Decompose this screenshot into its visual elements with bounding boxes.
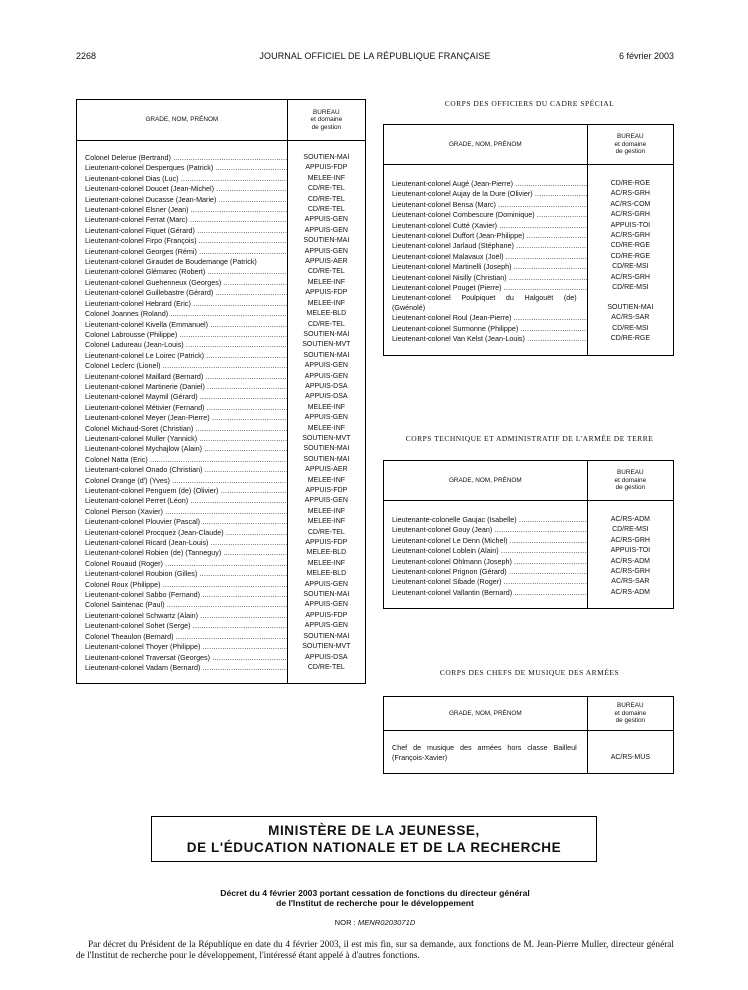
bureau-code: AC/RS-GRH (610, 273, 650, 281)
officer-name: Lieutenant-colonel Gouy (Jean) ..... (384, 525, 588, 535)
table-row (77, 236, 366, 246)
table-row (77, 247, 366, 257)
officer-name: Colonel Roux (Philippe) ..... (77, 580, 288, 590)
officer-name: Lieutenant-colonel Elsner (Jean) ..... (77, 205, 288, 215)
officer-name: Lieutenant-colonel Meyer (Jean-Pierre) ..... (77, 413, 288, 423)
bureau-code: APPUIS-FDP (305, 289, 348, 297)
bureau-code: CD/RE-MSI (612, 263, 649, 271)
officer-name: Lieutenant-colonel Thoyer (Philippe) ..... (77, 642, 288, 652)
bureau-code: AC/RS-GRH (610, 536, 650, 544)
bureau-code: CD/RE-TEL (307, 663, 345, 671)
officer-name: Colonel Labrousse (Philippe) ..... (77, 330, 288, 340)
bureau-code: CD/RE-TEL (307, 185, 345, 193)
bureau-code: APPUIS-GEN (304, 362, 348, 370)
officer-name: Lieutenant-colonel Muller (Yannick) ..... (77, 434, 288, 444)
officer-name: Colonel Pierson (Xavier) ..... (77, 507, 288, 517)
officer-name: Lieutenant-colonel Roul (Jean-Pierre) ..... (384, 313, 588, 323)
bureau-code: CD/RE-MSI (612, 324, 649, 332)
bureau-code: APPUIS-GEN (304, 414, 348, 422)
section-title-technical-corps: CORPS TECHNIQUE ET ADMINISTRATIF DE L'ARMÉE DE TERRE (405, 434, 654, 443)
column-header-bureau: BUREAU et domaine de gestion (587, 461, 673, 501)
table-row (77, 382, 366, 392)
table-row (77, 351, 366, 361)
bureau-code: AC/RS-GRH (610, 568, 650, 576)
table-row (77, 476, 366, 486)
officer-name: Lieutenant-colonel Martinelli (Joseph) ..... (384, 262, 588, 272)
table-row (77, 267, 366, 277)
bureau-code: SOUTIEN-MVT (302, 434, 351, 442)
bureau-code: MELEE-INF (307, 278, 346, 286)
table-row (384, 252, 674, 262)
officer-name: Lieutenant-colonel Desperques (Patrick) ..... (77, 163, 288, 173)
bureau-code: APPUIS-GEN (304, 580, 348, 588)
officer-name: Lieutenant-colonel Georges (Rémi) ..... (77, 247, 288, 257)
bureau-code: APPUIS-GEN (304, 226, 348, 234)
ministry-heading-box (151, 816, 597, 862)
table-row (77, 486, 366, 496)
officer-name: Lieutenant-colonel Fiquet (Gérard) ..... (77, 226, 288, 236)
officer-name: Lieutenante-colonelle Gaujac (Isabelle) ..... (384, 515, 588, 525)
ministry-line-2: DE L'ÉDUCATION NATIONALE ET DE LA RECHERCHE (186, 840, 562, 855)
officer-name: Lieutenant-colonel Surmonne (Philippe) ..... (384, 324, 588, 334)
bureau-code: CD/RE-MSI (612, 526, 649, 534)
table-row (384, 210, 674, 220)
officer-name: Lieutenant-colonel Doucet (Jean-Michel) ..... (77, 184, 288, 194)
officer-name: Lieutenant-colonel Kivella (Emmanuel) ..... (77, 320, 288, 330)
column-header-name: GRADE, NOM, PRÉNOM (384, 125, 588, 165)
officer-name: Lieutenant-colonel Prignon (Gérard) ..... (384, 567, 588, 577)
officer-name: Lieutenant-colonel Bensa (Marc) ..... (384, 200, 588, 210)
table-row (384, 324, 674, 334)
table-row (77, 559, 366, 569)
section-title-special-corps: CORPS DES OFFICIERS DU CADRE SPÉCIAL (444, 99, 615, 108)
bureau-code: AC/RS-GRH (610, 232, 650, 240)
officer-name: Lieutenant-colonel Roubion (Gilles) ..... (77, 569, 288, 579)
officer-name: Lieutenant-colonel Giraudet de Boudemange (Patrick) (77, 257, 288, 267)
officer-name: Chef de musique des armées hors classe Bailleul (François-Xavier) (384, 743, 588, 763)
table-row (384, 313, 674, 323)
table-row (77, 455, 366, 465)
bureau-code: MELEE-INF (307, 424, 346, 432)
officer-name: Lieutenant-colonel Le Denn (Michel) ..... (384, 536, 588, 546)
bureau-code: MELEE-INF (307, 518, 346, 526)
officer-name: Colonel Ladureau (Jean-Louis) ..... (77, 340, 288, 350)
officer-name: Lieutenant-colonel Ferrat (Marc) ..... (77, 215, 288, 225)
technical-corps-table (383, 460, 674, 609)
bureau-code: APPUIS-FDP (305, 487, 348, 494)
journal-title: JOURNAL OFFICIEL DE LA RÉPUBLIQUE FRANÇAISE (259, 51, 491, 61)
bureau-code: SOUTIEN-MAI (303, 351, 350, 359)
bureau-code: APPUIS-DSA (305, 393, 348, 401)
bureau-code: SOUTIEN-MAI (303, 154, 350, 161)
nor-label: NOR : (334, 918, 356, 927)
officer-name: Lieutenant-colonel Guillebastre (Gérard) ..... (77, 288, 288, 298)
bureau-code: SOUTIEN-MAI (303, 632, 350, 640)
officer-name: Lieutenant-colonel Jarlaud (Stéphane) ..... (384, 241, 588, 251)
left-officers-table (76, 99, 366, 684)
bureau-code: CD/RE-TEL (307, 195, 345, 203)
officer-name: Lieutenant-colonel Schwartz (Alain) ..... (77, 611, 288, 621)
officer-name: Colonel Leclerc (Lionel) ..... (77, 361, 288, 371)
table-row (77, 226, 366, 236)
table-row (77, 320, 366, 330)
column-header-name: GRADE, NOM, PRÉNOM (384, 461, 588, 501)
table-row (384, 743, 674, 763)
officer-name: Colonel Michaud-Soret (Christian) ..... (77, 424, 288, 434)
bureau-code: APPUIS-GEN (304, 622, 348, 630)
bureau-code: MELEE-INF (307, 507, 346, 515)
table-row (77, 372, 366, 382)
page-header (76, 51, 674, 63)
officer-name: Lieutenant-colonel Penguem (de) (Olivier) ..... (77, 486, 288, 496)
table-row (384, 273, 674, 283)
bureau-code: MELEE-INF (307, 403, 346, 411)
table-row (77, 184, 366, 194)
table-row (384, 241, 674, 251)
bureau-code: SOUTIEN-MAI (303, 591, 350, 599)
table-row (384, 231, 674, 241)
table-row (77, 444, 366, 454)
bureau-code: APPUIS-DSA (305, 382, 348, 390)
officer-name: Lieutenant-colonel Onado (Christian) ..... (77, 465, 288, 475)
bureau-code: AC/RS-COM (610, 200, 651, 208)
bureau-code: SOUTIEN-MAI (303, 455, 350, 463)
officer-name: Lieutenant-colonel Maymil (Gérard) ..... (77, 392, 288, 402)
table-row (77, 465, 366, 475)
bureau-code: SOUTIEN-MVT (302, 341, 351, 349)
officer-name: Colonel Orange (d') (Yves) ..... (77, 476, 288, 486)
bureau-code: CD/RE-RGE (610, 180, 650, 187)
bureau-code: CD/RE-MSI (612, 284, 649, 292)
officer-name: Colonel Delerue (Bertrand) ..... (77, 153, 288, 163)
officer-name: Lieutenant-colonel Ricard (Jean-Louis) ..... (77, 538, 288, 548)
officer-name: Colonel Natta (Eric) ..... (77, 455, 288, 465)
bureau-code: MELEE-INF (307, 174, 346, 182)
table-row (77, 163, 366, 173)
ministry-line-1: MINISTÈRE DE LA JEUNESSE, (268, 823, 480, 838)
bureau-code: AC/RS-MUS (610, 753, 650, 761)
officer-name: Lieutenant-colonel Ohlmann (Joseph) ..... (384, 557, 588, 567)
bureau-code: AC/RS-ADM (610, 588, 650, 596)
table-row (77, 507, 366, 517)
table-row (384, 262, 674, 272)
bureau-code: CD/RE-TEL (307, 206, 345, 214)
bureau-code: APPUIS-FDP (305, 611, 348, 619)
officer-name: Lieutenant-colonel Combescure (Dominique) ..... (384, 210, 588, 220)
bureau-code: SOUTIEN-MAI (303, 330, 350, 338)
bureau-code: APPUIS-GEN (304, 497, 348, 505)
bureau-code: SOUTIEN-MAI (303, 237, 350, 245)
table-row (77, 392, 366, 402)
bureau-code: CD/RE-TEL (307, 268, 345, 276)
officer-name: Lieutenant-colonel Plouvier (Pascal) ..... (77, 517, 288, 527)
bureau-code: APPUIS-FDP (305, 539, 348, 547)
bureau-code: CD/RE-RGE (610, 335, 650, 343)
decree-body: Par décret du Président de la République en date du 4 février 2003, il est mis fin, sur sa demande, aux fonctions de M. Jean-Pierre Muller, directeur général de l'Institut de recherche pour le développement, l'intéressé étant appelé à d'autres fonctions. (76, 940, 674, 961)
bureau-code: APPUIS-AER (305, 466, 348, 474)
bureau-code: AC/RS-GRH (610, 211, 650, 219)
officer-name: Lieutenant-colonel Vallantin (Bernard) ..... (384, 588, 588, 598)
officer-name: Lieutenant-colonel Sibade (Roger) ..... (384, 577, 588, 587)
table-row (77, 517, 366, 527)
column-header-name: GRADE, NOM, PRÉNOM (77, 100, 288, 141)
table-row (77, 548, 366, 558)
bureau-code: APPUIS-GEN (304, 601, 348, 609)
table-row (77, 205, 366, 215)
bureau-code: AC/RS-SAR (611, 578, 650, 586)
table-row (384, 546, 674, 556)
table-row (77, 309, 366, 319)
officer-name: Lieutenant-colonel Aujay de la Dure (Olivier) ..... (384, 189, 588, 199)
bureau-code: SOUTIEN-MAI (607, 304, 654, 312)
officer-name: Lieutenant-colonel Augé (Jean-Pierre) ..... (384, 179, 588, 189)
officer-name: Lieutenant-colonel Firpo (François) ..... (77, 236, 288, 246)
officer-name: Lieutenant-colonel Mychajlow (Alain) ..... (77, 444, 288, 454)
officer-name: Lieutenant-colonel Procquez (Jean-Claude) ..... (77, 528, 288, 538)
music-corps-table (383, 696, 674, 774)
table-row (384, 557, 674, 567)
table-row (384, 189, 674, 199)
officer-name: Lieutenant-colonel Maillard (Bernard) ..... (77, 372, 288, 382)
bureau-code: APPUIS-DSA (305, 653, 348, 661)
bureau-code: APPUIS-AER (305, 258, 348, 266)
bureau-code: AC/RS-SAR (611, 314, 650, 322)
officer-name: Colonel Theaulon (Bernard) ..... (77, 632, 288, 642)
table-row (384, 536, 674, 546)
bureau-code: APPUIS-TOI (610, 547, 651, 555)
table-row (384, 283, 674, 293)
officer-name: Lieutenant-colonel Guehenneux (Georges) ..... (77, 278, 288, 288)
bureau-code: AC/RS-ADM (610, 516, 650, 523)
table-row (384, 334, 674, 344)
table-row (77, 361, 366, 371)
table-row (77, 278, 366, 288)
officer-name: Lieutenant-colonel Sohet (Serge) ..... (77, 621, 288, 631)
officer-name: Colonel Rouaud (Roger) ..... (77, 559, 288, 569)
officer-name: Lieutenant-colonel Nisilly (Christian) ..... (384, 273, 588, 283)
bureau-code: AC/RS-ADM (610, 557, 650, 565)
nor-reference (120, 918, 630, 927)
bureau-code: APPUIS-GEN (304, 216, 348, 224)
table-row (384, 293, 674, 313)
table-row (384, 221, 674, 231)
table-row (77, 434, 366, 444)
table-row (77, 257, 366, 267)
table-row (77, 580, 366, 590)
column-header-name: GRADE, NOM, PRÉNOM (384, 697, 588, 731)
table-row (77, 215, 366, 225)
bureau-code: MELEE-INF (307, 559, 346, 567)
table-row (77, 153, 366, 163)
table-row (384, 179, 674, 189)
officer-name: Lieutenant-colonel Cutté (Xavier) ..... (384, 221, 588, 231)
bureau-code: APPUIS-FDP (305, 164, 348, 172)
page-number: 2268 (76, 51, 97, 61)
table-row (77, 528, 366, 538)
table-row (77, 174, 366, 184)
table-row (77, 403, 366, 413)
table-row (77, 632, 366, 642)
table-row (77, 496, 366, 506)
bureau-code: CD/RE-RGE (610, 242, 650, 250)
officer-name: Colonel Joannes (Roland) ..... (77, 309, 288, 319)
table-row (77, 611, 366, 621)
bureau-code: MELEE-INF (307, 299, 346, 307)
bureau-code: APPUIS-TOI (610, 221, 651, 229)
table-row (384, 567, 674, 577)
column-header-bureau: BUREAU et domaine de gestion (587, 697, 673, 731)
table-row (384, 525, 674, 535)
table-row (384, 577, 674, 587)
table-row (77, 538, 366, 548)
bureau-code: SOUTIEN-MVT (302, 643, 351, 651)
bureau-code: MELEE-BLD (306, 570, 347, 578)
officer-name: Lieutenant-colonel Dias (Luc) ..... (77, 174, 288, 184)
bureau-code: CD/RE-TEL (307, 528, 345, 536)
table-row (77, 424, 366, 434)
bureau-code: MELEE-BLD (306, 549, 347, 557)
column-header-bureau: BUREAU et domaine de gestion (287, 100, 365, 141)
officer-name: Lieutenant-colonel Vadam (Bernard) ..... (77, 663, 288, 673)
officer-name: Lieutenant-colonel Glémarec (Robert) ..... (77, 267, 288, 277)
table-row (384, 588, 674, 598)
officer-name: Lieutenant-colonel Hebrard (Eric) ..... (77, 299, 288, 309)
officer-name: Lieutenant-colonel Sabbo (Fernand) ..... (77, 590, 288, 600)
officer-name: Lieutenant-colonel Duffort (Jean-Philippe) ..... (384, 231, 588, 241)
officer-name: Colonel Saintenac (Paul) ..... (77, 600, 288, 610)
bureau-code: CD/RE-RGE (610, 252, 650, 260)
officer-name: Lieutenant-colonel Le Loirec (Patrick) ..... (77, 351, 288, 361)
nor-code: MENR0203071D (357, 918, 416, 927)
table-row (77, 663, 366, 673)
table-row (77, 600, 366, 610)
table-row (384, 515, 674, 525)
table-row (77, 340, 366, 350)
table-row (77, 299, 366, 309)
table-row (384, 200, 674, 210)
table-row (77, 590, 366, 600)
column-header-bureau: BUREAU et domaine de gestion (587, 125, 673, 165)
officer-name: Lieutenant-colonel Ducasse (Jean-Marie) ..... (77, 195, 288, 205)
officer-name: Lieutenant-colonel Loblein (Alain) ..... (384, 546, 588, 556)
bureau-code: AC/RS-GRH (610, 190, 650, 198)
table-row (77, 569, 366, 579)
officer-name: Lieutenant-colonel Poulpiquet du Halgouët (de) (Gwénolé) (384, 293, 588, 313)
officer-name: Lieutenant-colonel Métivier (Fernand) ..... (77, 403, 288, 413)
bureau-code: SOUTIEN-MAI (303, 445, 350, 453)
officer-name: Lieutenant-colonel Pouget (Pierre) ..... (384, 283, 588, 293)
issue-date: 6 février 2003 (618, 51, 674, 61)
table-row (77, 195, 366, 205)
officer-name: Lieutenant-colonel Traversat (Georges) ..... (77, 653, 288, 663)
officer-name: Lieutenant-colonel Martinerie (Daniel) ..... (77, 382, 288, 392)
officer-name: Lieutenant-colonel Van Kelst (Jean-Louis) ..... (384, 334, 588, 344)
table-row (77, 413, 366, 423)
special-corps-table (383, 124, 674, 356)
table-row (77, 642, 366, 652)
section-title-music-corps: CORPS DES CHEFS DE MUSIQUE DES ARMÉES (439, 668, 620, 677)
officer-name: Lieutenant-colonel Malavaux (Joël) ..... (384, 252, 588, 262)
bureau-code: APPUIS-GEN (304, 372, 348, 380)
officer-name: Lieutenant-colonel Robien (de) (Tanneguy) ..... (77, 548, 288, 558)
table-row (77, 330, 366, 340)
officer-name: Lieutenant-colonel Perret (Léon) ..... (77, 496, 288, 506)
table-row (77, 653, 366, 663)
bureau-code: MELEE-INF (307, 476, 346, 484)
table-row (77, 288, 366, 298)
bureau-code: CD/RE-TEL (307, 320, 345, 328)
bureau-code: MELEE-BLD (306, 310, 347, 318)
bureau-code: APPUIS-GEN (304, 247, 348, 255)
table-row (77, 621, 366, 631)
decree-title: Décret du 4 février 2003 portant cessation de fonctions du directeur général de l'Institut de recherche pour le développement (220, 888, 530, 908)
